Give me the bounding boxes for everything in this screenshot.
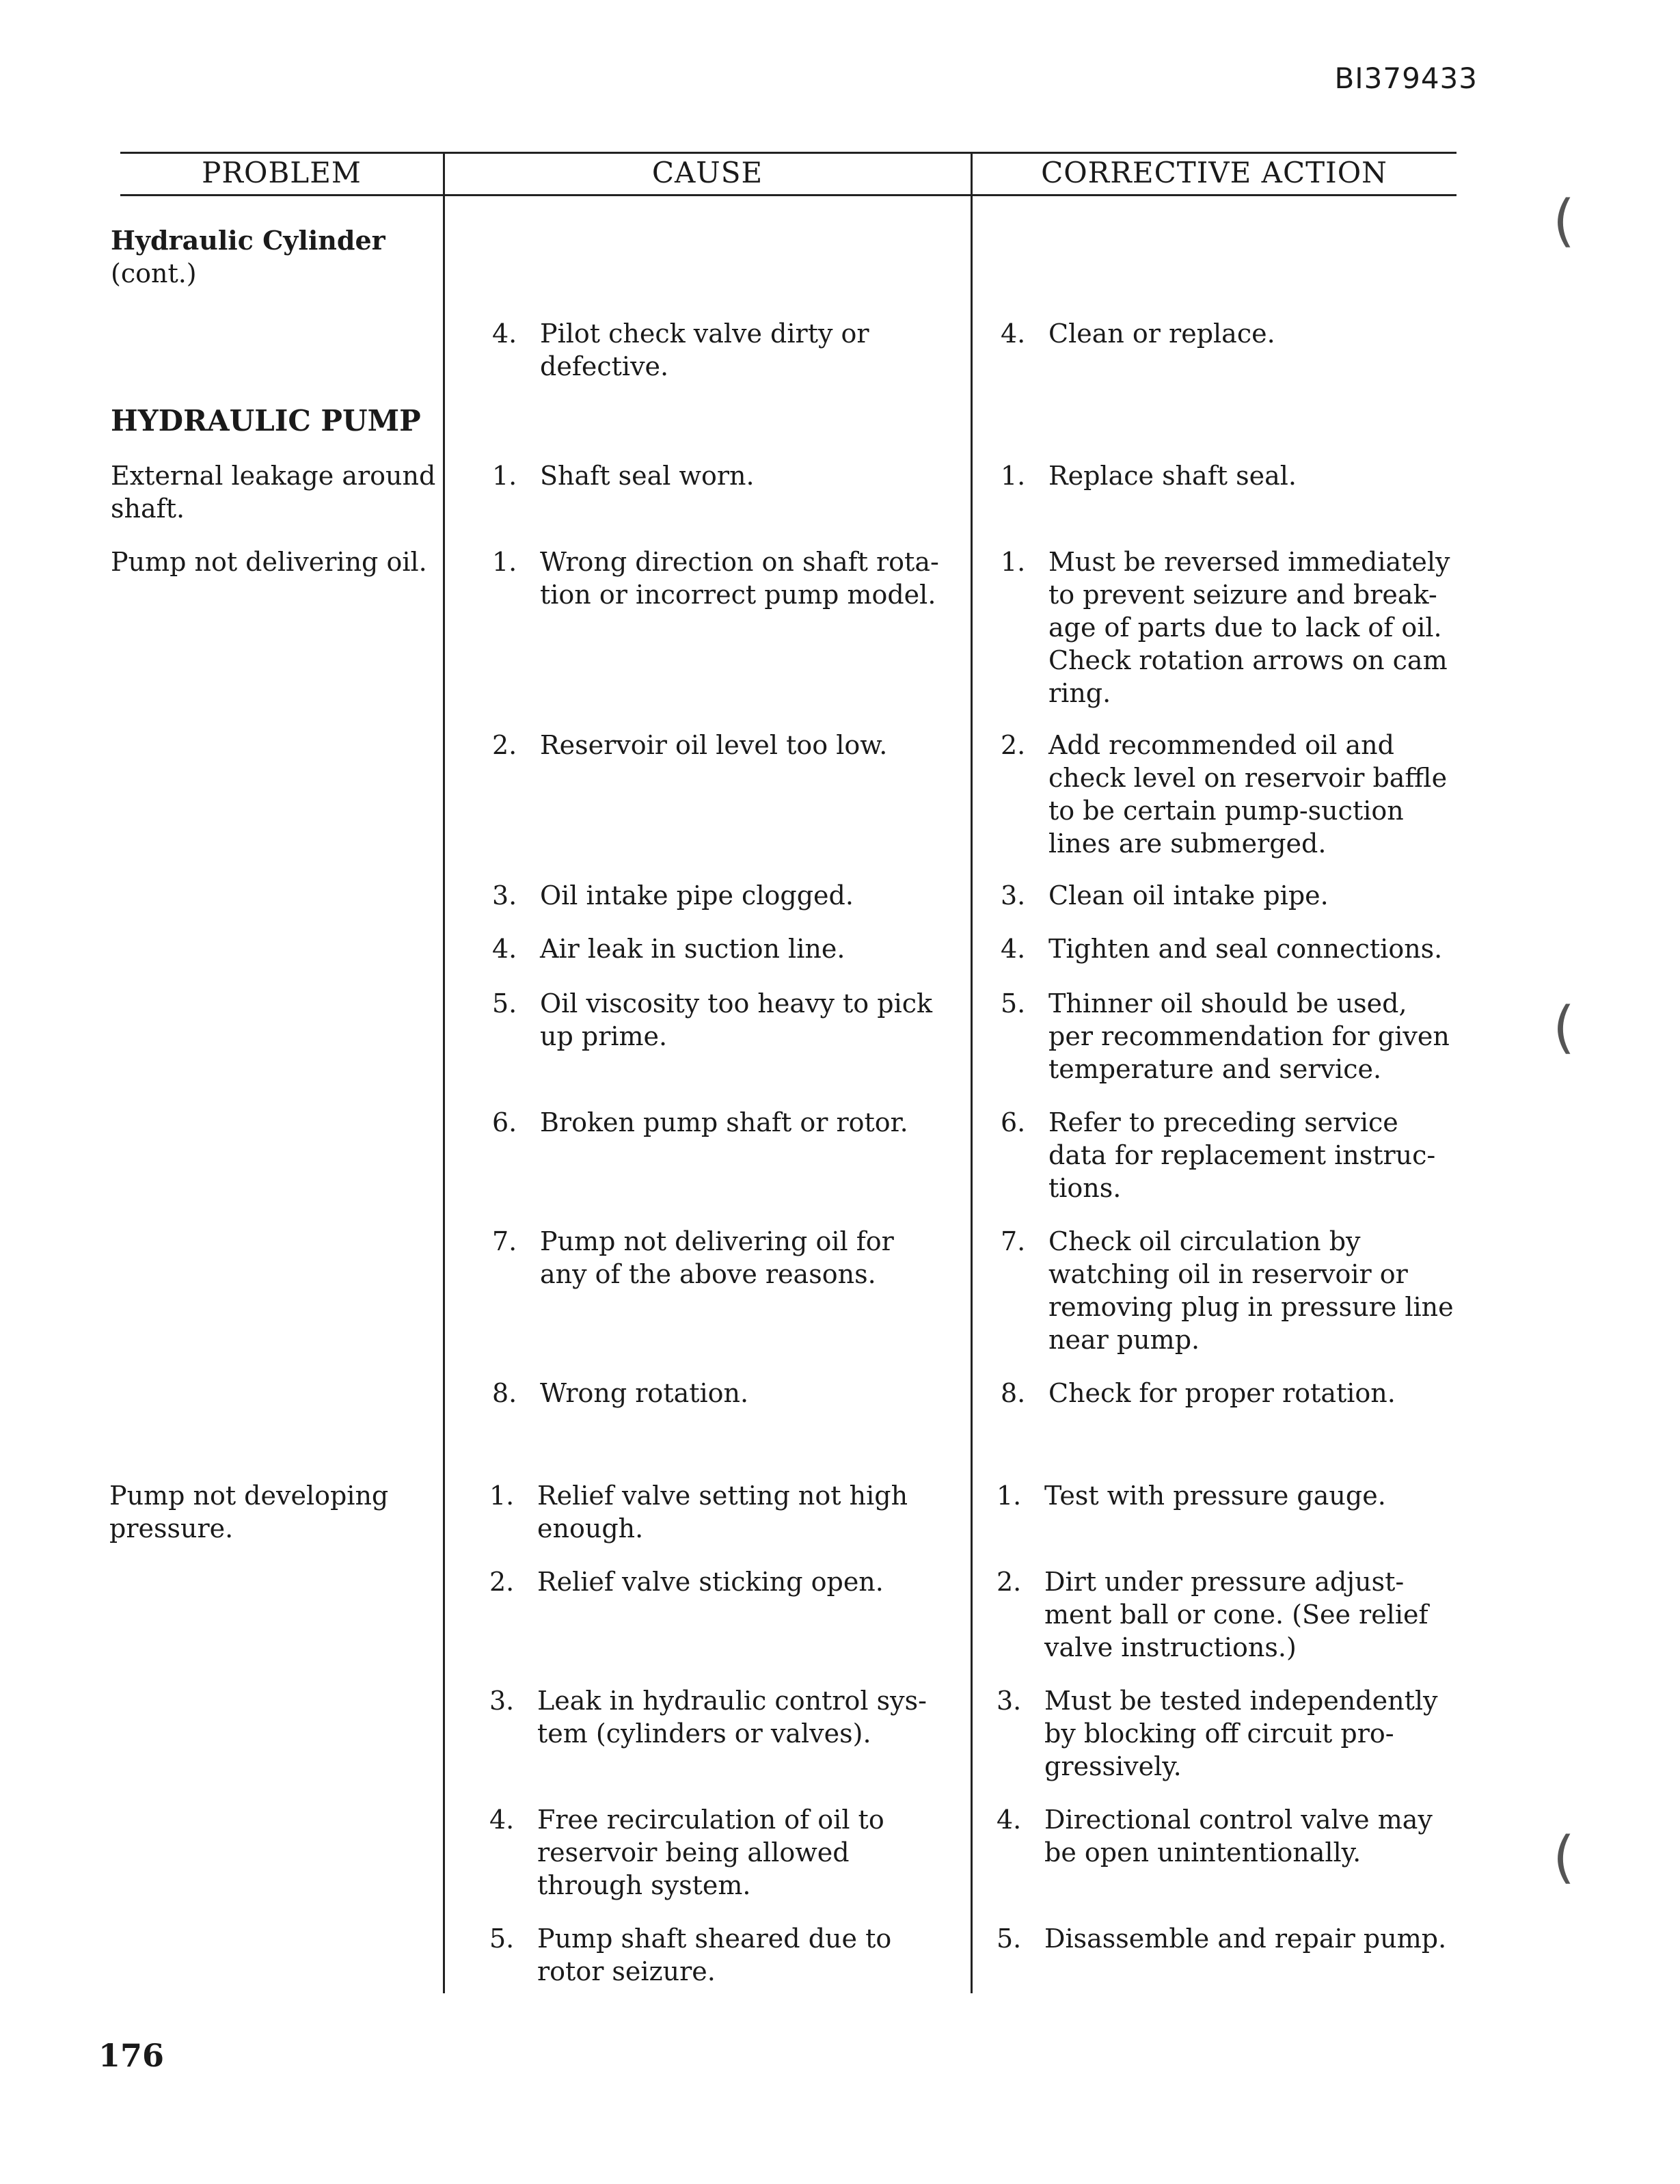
cause-text: tion or incorrect pump model. <box>540 580 936 610</box>
action-text: Test with pressure gauge. <box>1044 1481 1386 1511</box>
action-text: Clean oil intake pipe. <box>1048 880 1329 911</box>
binder-mark: ( <box>1553 189 1575 254</box>
cause-number: 8. <box>492 1378 517 1408</box>
action-number: 1. <box>1001 547 1026 577</box>
action-number: 8. <box>1001 1378 1026 1408</box>
action-text: to be certain pump-suction <box>1048 796 1404 826</box>
column-divider-right <box>971 152 973 1993</box>
table-header-rule <box>120 194 1457 196</box>
binder-mark: ( <box>1553 995 1575 1060</box>
action-text: Check for proper rotation. <box>1048 1378 1396 1408</box>
action-text: Thinner oil should be used, <box>1048 988 1407 1019</box>
cause-text: Pilot check valve dirty or <box>540 319 869 349</box>
header-corrective-action: CORRECTIVE ACTION <box>1041 156 1387 189</box>
cause-text: through system. <box>537 1870 751 1900</box>
cause-text: any of the above reasons. <box>540 1259 876 1289</box>
cause-number: 1. <box>489 1481 515 1511</box>
action-number: 1. <box>997 1481 1022 1511</box>
action-text: ring. <box>1048 678 1111 708</box>
problem-text: Pump not developing <box>109 1481 389 1511</box>
column-divider-left <box>443 152 445 1993</box>
action-text: Must be reversed immediately <box>1048 547 1450 577</box>
header-problem: PROBLEM <box>202 156 362 189</box>
action-number: 5. <box>1001 988 1026 1019</box>
cause-text: Relief valve setting not high <box>537 1481 908 1511</box>
action-text: Check rotation arrows on cam <box>1048 645 1448 675</box>
cause-number: 3. <box>492 880 517 911</box>
cause-number: 3. <box>489 1686 515 1716</box>
cause-number: 1. <box>492 547 517 577</box>
cause-text: Wrong rotation. <box>540 1378 749 1408</box>
action-text: Disassemble and repair pump. <box>1044 1924 1447 1954</box>
cause-number: 4. <box>489 1805 515 1835</box>
action-number: 4. <box>1001 934 1026 964</box>
action-text: temperature and service. <box>1048 1054 1382 1084</box>
action-text: lines are submerged. <box>1048 828 1327 859</box>
action-text: by blocking off circuit pro- <box>1044 1718 1394 1749</box>
action-text: per recommendation for given <box>1048 1021 1450 1051</box>
action-number: 2. <box>997 1567 1022 1597</box>
action-text: data for replacement instruc- <box>1048 1140 1436 1170</box>
cause-text: rotor seizure. <box>537 1956 716 1986</box>
cause-text: Wrong direction on shaft rota- <box>540 547 939 577</box>
cause-text: Oil viscosity too heavy to pick <box>540 988 933 1019</box>
action-text: Must be tested independently <box>1044 1686 1438 1716</box>
binder-mark: ( <box>1553 1825 1575 1890</box>
cause-text: Free recirculation of oil to <box>537 1805 884 1835</box>
action-text: be open unintentionally. <box>1044 1837 1361 1868</box>
cause-text: reservoir being allowed <box>537 1837 850 1868</box>
cause-text: Shaft seal worn. <box>540 461 755 491</box>
action-number: 5. <box>997 1924 1022 1954</box>
action-text: tions. <box>1048 1173 1122 1203</box>
action-text: removing plug in pressure line <box>1048 1292 1454 1322</box>
action-number: 4. <box>1001 319 1026 349</box>
problem-text: Pump not delivering oil. <box>111 547 427 577</box>
cause-number: 5. <box>489 1924 515 1954</box>
action-text: valve instructions.) <box>1044 1632 1297 1662</box>
action-number: 3. <box>1001 880 1026 911</box>
action-text: watching oil in reservoir or <box>1048 1259 1408 1289</box>
action-text: Replace shaft seal. <box>1048 461 1297 491</box>
cause-number: 5. <box>492 988 517 1019</box>
cause-text: defective. <box>540 351 669 381</box>
cause-text: tem (cylinders or valves). <box>537 1718 871 1749</box>
cause-text: Broken pump shaft or rotor. <box>540 1107 908 1137</box>
action-number: 6. <box>1001 1107 1026 1137</box>
cause-number: 2. <box>492 730 517 760</box>
cause-number: 2. <box>489 1567 515 1597</box>
section-heading-continued: (cont.) <box>111 258 197 288</box>
problem-text: pressure. <box>109 1513 234 1543</box>
action-text: Add recommended oil and <box>1048 730 1394 760</box>
action-text: age of parts due to lack of oil. <box>1048 612 1442 643</box>
cause-text: Oil intake pipe clogged. <box>540 880 854 911</box>
cause-text: up prime. <box>540 1021 668 1051</box>
problem-text: shaft. <box>111 494 185 524</box>
cause-text: Pump shaft sheared due to <box>537 1924 892 1954</box>
action-text: Directional control valve may <box>1044 1805 1433 1835</box>
cause-text: Pump not delivering oil for <box>540 1226 894 1256</box>
cause-number: 1. <box>492 461 517 491</box>
cause-text: Leak in hydraulic control sys- <box>537 1686 927 1716</box>
cause-number: 6. <box>492 1107 517 1137</box>
action-number: 3. <box>997 1686 1022 1716</box>
section-heading: HYDRAULIC PUMP <box>111 404 421 437</box>
cause-number: 4. <box>492 934 517 964</box>
action-number: 4. <box>997 1805 1022 1835</box>
cause-text: enough. <box>537 1513 644 1543</box>
action-text: Check oil circulation by <box>1048 1226 1361 1256</box>
section-heading: Hydraulic Cylinder <box>111 225 385 256</box>
action-text: Refer to preceding service <box>1048 1107 1398 1137</box>
action-number: 7. <box>1001 1226 1026 1256</box>
action-text: to prevent seizure and break- <box>1048 580 1437 610</box>
action-text: gressively. <box>1044 1751 1182 1781</box>
action-text: check level on reservoir baffle <box>1048 763 1448 793</box>
problem-text: External leakage around <box>111 461 436 491</box>
document-id: BI379433 <box>1334 62 1478 95</box>
cause-text: Relief valve sticking open. <box>537 1567 884 1597</box>
header-cause: CAUSE <box>651 156 763 189</box>
action-text: Clean or replace. <box>1048 319 1275 349</box>
action-text: near pump. <box>1048 1325 1200 1355</box>
action-text: Dirt under pressure adjust- <box>1044 1567 1405 1597</box>
cause-number: 4. <box>492 319 517 349</box>
page-number: 176 <box>98 2037 165 2074</box>
cause-number: 7. <box>492 1226 517 1256</box>
action-text: Tighten and seal connections. <box>1048 934 1443 964</box>
action-number: 1. <box>1001 461 1026 491</box>
cause-text: Air leak in suction line. <box>540 934 845 964</box>
cause-text: Reservoir oil level too low. <box>540 730 888 760</box>
action-text: ment ball or cone. (See relief <box>1044 1600 1428 1630</box>
table-top-rule <box>120 152 1457 154</box>
action-number: 2. <box>1001 730 1026 760</box>
